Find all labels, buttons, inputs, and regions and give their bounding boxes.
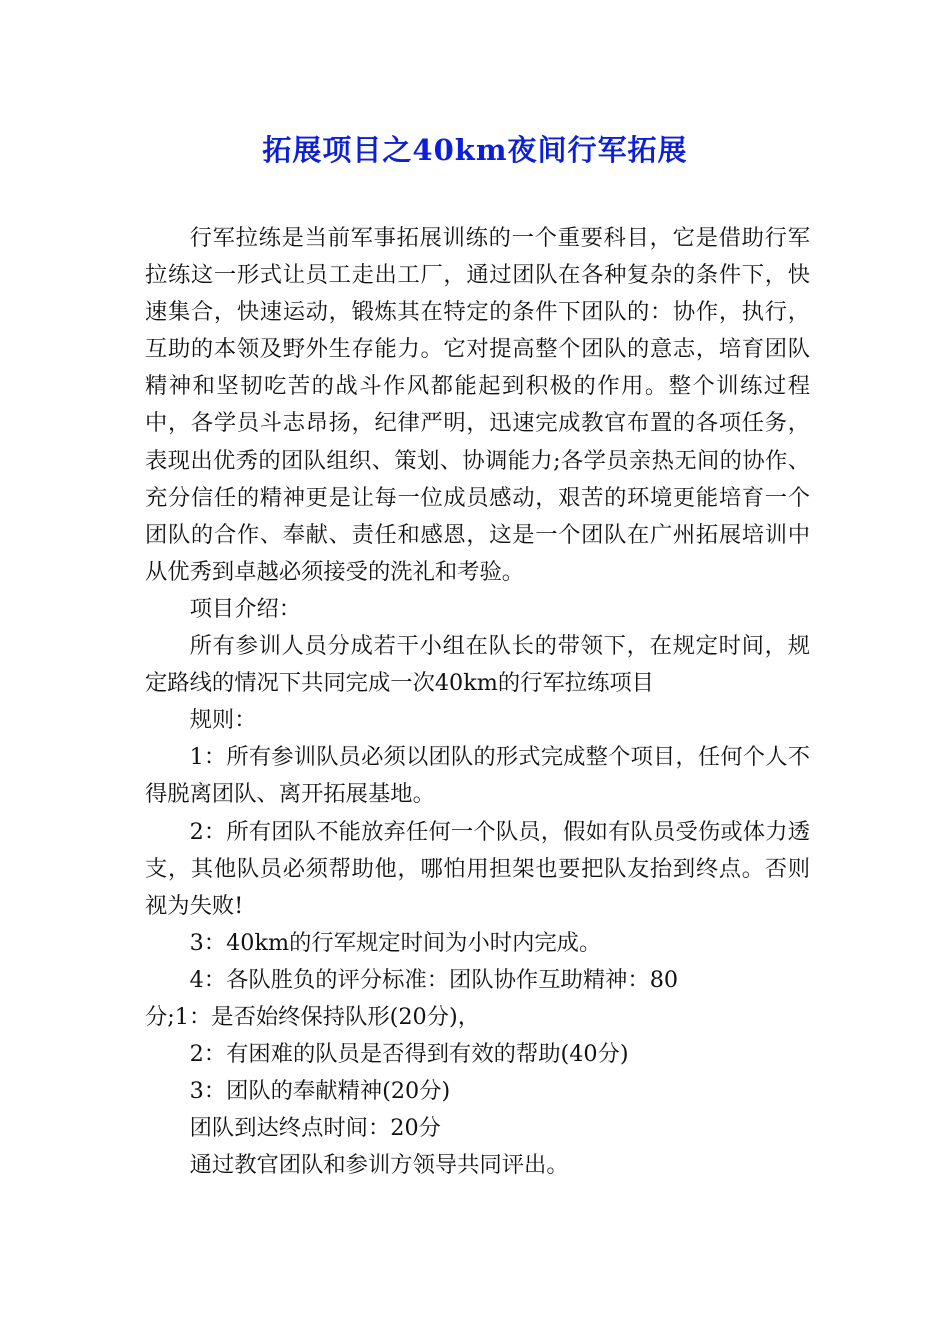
scoring-item-3: 3：团队的奉献精神(20分)	[189, 1078, 451, 1105]
rule-1: 1：所有参训队员必须以团队的形式完成整个项目，任何个人不得脱离团队、离开拓展基地。	[145, 744, 810, 808]
scoring-item-2: 2：有困难的队员是否得到有效的帮助(40分)	[189, 1041, 629, 1068]
evaluation-note: 通过教官团队和参训方领导共同评出。	[189, 1152, 569, 1179]
document-title: 拓展项目之40km夜间行军拓展	[262, 133, 688, 167]
project-intro-paragraph: 所有参训人员分成若干小组在队长的带领下，在规定时间，规定路线的情况下共同完成一次40km的行军拉练项目	[145, 633, 810, 697]
rule-3: 3：40km的行军规定时间为小时内完成。	[189, 929, 602, 956]
project-intro-heading: 项目介绍：	[189, 595, 302, 622]
arrival-time-score: 团队到达终点时间：20分	[189, 1115, 441, 1142]
rule-4: 4：各队胜负的评分标准：团队协作互助精神：80	[189, 966, 679, 993]
rule-4-continued: 分;1：是否始终保持队形(20分)，	[145, 1003, 481, 1030]
document-body	[145, 220, 810, 1184]
rule-2: 2：所有团队不能放弃任何一个队员，假如有队员受伤或体力透支，其他队员必须帮助他，哪怕用担架也要把队友抬到终点。否则视为失败!	[145, 818, 810, 919]
rules-heading: 规则：	[189, 707, 257, 734]
intro-paragraph: 行军拉练是当前军事拓展训练的一个重要科目，它是借助行军拉练这一形式让员工走出工厂，通过团队在各种复杂的条件下，快速集合，快速运动，锻炼其在特定的条件下团队的：协作，执行，互助的本领及野外生存能力。它对提高整个团队的意志，培育团队精神和坚韧吃苦的战斗作风都能起到积极的作用。整个训练过程中，各学员斗志昂扬，纪律严明，迅速完成教官布置的各项任务，表现出优秀的团队组织、策划、协调能力;各学员亲热无间的协作、充分信任的精神更是让每一位成员感动，艰苦的环境更能培育一个团队的合作、奉献、责任和感恩，这是一个团队在广州拓展培训中从优秀到卓越必须接受的洗礼和考验。	[145, 225, 810, 585]
